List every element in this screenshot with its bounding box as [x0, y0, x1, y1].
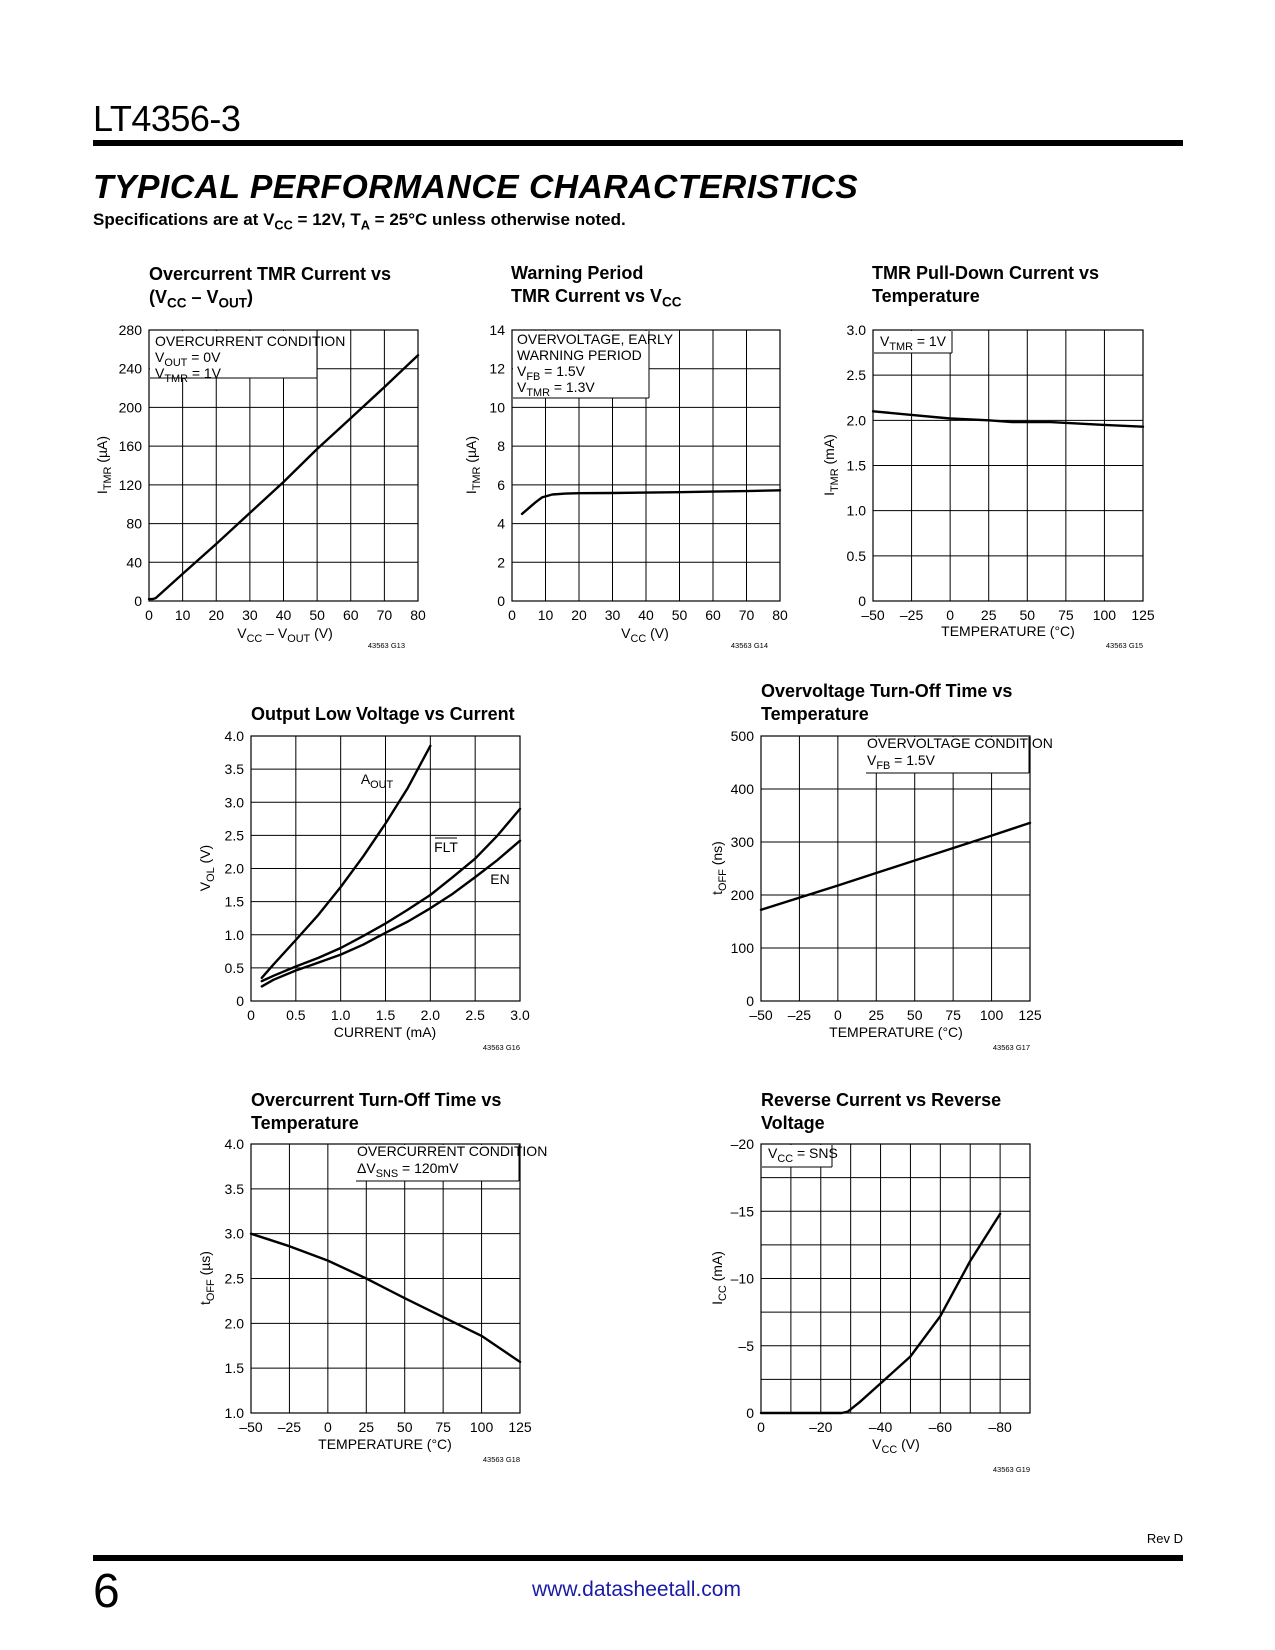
tick-label-y: 0 [746, 993, 754, 1009]
tick-label-y: 4.0 [224, 728, 244, 744]
tick-label-x: 0 [323, 1419, 332, 1435]
figure-code: 43563 G19 [992, 1465, 1030, 1474]
tick-label-x: 2.0 [420, 1007, 441, 1023]
tick-label-y: 2.5 [846, 367, 866, 384]
tick-label-y: 0 [746, 1405, 754, 1421]
tick-label-y: –15 [730, 1203, 754, 1220]
tick-label-x: 10 [537, 607, 554, 623]
tick-label-x: 125 [1018, 1007, 1042, 1023]
annotation-text: $V_{TMR} = 1.3V$ [517, 379, 595, 399]
tick-label-x: 80 [772, 607, 788, 623]
tick-label-y: 3.5 [224, 1180, 244, 1197]
section-title: TYPICAL PERFORMANCE CHARACTERISTICS [93, 168, 859, 205]
chart-16 [197, 728, 530, 1052]
series-line [251, 1234, 520, 1362]
tick-label-y: 12 [489, 360, 505, 377]
figure-code: 43563 G13 [367, 641, 405, 650]
chart-title-g16: Output Low Voltage vs Current [251, 704, 515, 724]
chart-15 [821, 322, 1155, 650]
tick-label-x: 0 [946, 607, 955, 623]
tick-label-y: 0.5 [224, 959, 244, 976]
series-label: FLT [434, 839, 458, 855]
tick-label-y: 10 [489, 399, 505, 416]
tick-label-x: –50 [239, 1419, 263, 1435]
chart-13 [94, 322, 426, 650]
tick-label-x: 1.5 [375, 1007, 396, 1023]
tick-label-x: 20 [571, 607, 587, 623]
tick-label-x: 125 [508, 1419, 532, 1435]
chart-14 [463, 322, 788, 650]
chart-title-g13: Overcurrent TMR Current vs $(V_{CC} - V_{OUT})$ [149, 264, 392, 311]
tick-label-x: –50 [749, 1007, 773, 1023]
tick-label-y: 120 [118, 476, 142, 493]
tick-label-y: 1.5 [846, 457, 866, 474]
tick-label-x: 25 [980, 607, 997, 623]
tick-label-y: 1.5 [224, 893, 244, 910]
tick-label-x: 75 [945, 1007, 961, 1023]
tick-label-y: 2.0 [846, 412, 866, 429]
tick-label-y: 0.5 [846, 547, 866, 564]
chart-17 [709, 728, 1053, 1052]
axis-label-y: $I_{CC}$ (mA) [709, 1251, 729, 1305]
tick-label-y: 3.5 [224, 761, 244, 778]
tick-label-y: 1.0 [224, 1405, 244, 1421]
tick-label-x: 50 [309, 607, 325, 623]
tick-label-x: 60 [342, 607, 359, 623]
tick-label-y: 2.0 [224, 1315, 244, 1332]
tick-label-y: 6 [497, 476, 505, 493]
series-line-flt [262, 809, 520, 981]
tick-label-x: 50 [671, 607, 688, 623]
chart-title-g14: Warning Period TMR Current vs $V_{CC}$ [511, 263, 682, 310]
tick-label-x: 100 [979, 1007, 1004, 1023]
annotation-text: OVERCURRENT CONDITION [155, 333, 346, 349]
tick-label-x: 0 [757, 1419, 765, 1435]
tick-label-y: 160 [118, 438, 142, 455]
axis-label-x: $V_{CC}$ (V) [872, 1436, 920, 1456]
annotation-text: OVERVOLTAGE, EARLY [517, 331, 674, 347]
tick-label-y: 3.0 [846, 322, 866, 338]
tick-label-y: 200 [730, 887, 754, 903]
annotation-text: WARNING PERIOD [517, 347, 642, 363]
series-label: $A_{OUT}$ [360, 771, 394, 791]
axis-label-y: $t_{OFF}$ (ns) [709, 841, 729, 895]
spec-note: Specifications are at $V_{CC} = 12V$, $T_A = 25^\circ C$ unless otherwise noted. [93, 210, 626, 233]
tick-label-x: –25 [899, 607, 924, 623]
tick-label-y: 2.5 [224, 1270, 244, 1287]
tick-label-x: 50 [396, 1419, 413, 1435]
tick-label-y: 0 [236, 993, 244, 1009]
tick-label-x: 25 [868, 1007, 885, 1023]
figure-code: 43563 G14 [730, 641, 768, 650]
website-link[interactable]: www.datasheetall.com [532, 1578, 741, 1601]
annotation-text: $V_{FB} = 1.5V$ [517, 363, 586, 383]
chart-title-g19: Reverse Current vs Reverse Voltage [761, 1090, 1002, 1133]
tick-label-y: 0 [858, 593, 866, 609]
tick-label-x: 60 [705, 607, 721, 623]
tick-label-x: –25 [787, 1007, 812, 1023]
tick-label-y: –20 [730, 1136, 754, 1152]
plot-frame [761, 736, 1030, 1001]
tick-label-y: 2.0 [224, 860, 244, 877]
tick-label-x: 50 [1019, 607, 1036, 623]
tick-label-x: 2.5 [465, 1007, 485, 1023]
annotation-text: $V_{FB} = 1.5V$ [867, 752, 936, 772]
axis-label-x: CURRENT (mA) [333, 1024, 437, 1040]
axis-label-x: TEMPERATURE (°C) [829, 1024, 963, 1040]
tick-label-x: –40 [868, 1419, 893, 1435]
figure-code: 43563 G17 [992, 1043, 1030, 1052]
chart-title-g18: Overcurrent Turn-Off Time vs Temperature [251, 1090, 502, 1133]
tick-label-x: –50 [861, 607, 885, 623]
chart-title-g17: Overvoltage Turn-Off Time vs Temperature [761, 681, 1013, 724]
chart-title-g15: TMR Pull-Down Current vs Temperature [872, 263, 1100, 306]
figure-code: 43563 G18 [482, 1455, 520, 1464]
tick-label-x: –25 [277, 1419, 302, 1435]
series-line [761, 823, 1030, 910]
tick-label-y: 0 [497, 593, 505, 609]
tick-label-x: 40 [638, 607, 654, 623]
tick-label-y: 300 [730, 834, 754, 850]
tick-label-x: 0 [508, 607, 516, 623]
tick-label-y: 4.0 [224, 1136, 244, 1152]
tick-label-x: 20 [208, 607, 225, 623]
figure-code: 43563 G15 [1105, 641, 1143, 650]
tick-label-x: 1.0 [330, 1007, 351, 1023]
tick-label-x: 30 [242, 607, 258, 623]
tick-label-y: 500 [730, 728, 754, 744]
axis-label-x: TEMPERATURE (°C) [941, 623, 1075, 639]
figure-code: 43563 G16 [482, 1043, 520, 1052]
tick-label-x: 0 [833, 1007, 842, 1023]
tick-label-x: 70 [738, 607, 755, 623]
tick-label-y: 400 [730, 781, 754, 797]
tick-label-y: 1.5 [224, 1360, 244, 1377]
tick-label-y: 14 [489, 322, 505, 338]
bottom-rule [93, 1555, 1183, 1561]
axis-label-y: $I_{TMR}$ (µA) [94, 435, 114, 495]
tick-label-x: –20 [809, 1419, 833, 1435]
part-number: LT4356-3 [93, 98, 241, 139]
tick-label-x: 30 [604, 607, 621, 623]
annotation-text: OVERCURRENT CONDITION [357, 1143, 548, 1159]
tick-label-x: 75 [435, 1419, 451, 1435]
tick-label-y: 200 [118, 399, 142, 416]
series-label: EN [490, 871, 510, 887]
tick-label-y: 8 [497, 438, 505, 455]
tick-label-x: 100 [1092, 607, 1117, 623]
tick-label-y: 280 [118, 322, 142, 338]
tick-label-x: 80 [410, 607, 426, 623]
axis-label-y: $I_{TMR}$ (mA) [821, 434, 841, 496]
tick-label-x: 3.0 [510, 1007, 530, 1023]
annotation-text: $V_{TMR} = 1V$ [880, 333, 947, 353]
revision-label: Rev D [1146, 1531, 1183, 1546]
axis-label-x: TEMPERATURE (°C) [318, 1436, 452, 1452]
tick-label-x: 70 [376, 607, 393, 623]
tick-label-x: 25 [358, 1419, 375, 1435]
annotation-text: $V_{CC}$ = SNS [768, 1145, 838, 1165]
annotation-text: $V_{TMR} = 1V$ [155, 365, 222, 385]
chart-18 [197, 1136, 547, 1464]
tick-label-y: 100 [730, 940, 754, 956]
tick-label-y: 2 [497, 554, 505, 571]
tick-label-x: 40 [275, 607, 292, 623]
tick-label-x: 75 [1058, 607, 1074, 623]
tick-label-y: –10 [730, 1270, 754, 1287]
tick-label-y: 240 [118, 360, 142, 377]
series-line-aout [262, 746, 431, 978]
tick-label-y: 1.0 [224, 926, 244, 943]
tick-label-x: 0 [247, 1007, 255, 1023]
tick-label-x: –60 [928, 1419, 953, 1435]
axis-label-x: $V_{CC} - V_{OUT}$ (V) [237, 625, 333, 645]
series-line [873, 411, 1143, 426]
tick-label-x: –80 [988, 1419, 1012, 1435]
tick-label-y: 0 [134, 593, 142, 609]
tick-label-x: 100 [469, 1419, 494, 1435]
tick-label-x: 50 [906, 1007, 923, 1023]
tick-label-x: 125 [1131, 607, 1155, 623]
tick-label-y: 4 [497, 515, 505, 532]
tick-label-y: 1.0 [846, 502, 866, 519]
axis-label-x: $V_{CC}$ (V) [621, 625, 669, 645]
tick-label-y: 40 [126, 554, 142, 571]
axis-label-y: $t_{OFF}$ (µs) [197, 1251, 217, 1305]
tick-label-y: 80 [126, 515, 142, 532]
chart-19 [709, 1136, 1030, 1474]
tick-label-y: 2.5 [224, 827, 244, 844]
axis-label-y: $I_{TMR}$ (µA) [463, 435, 483, 495]
tick-label-y: 3.0 [224, 1225, 244, 1242]
tick-label-y: –5 [738, 1337, 754, 1354]
tick-label-y: 3.0 [224, 794, 244, 811]
tick-label-x: 0.5 [286, 1007, 306, 1023]
annotation-text: $V_{OUT} = 0V$ [155, 349, 221, 369]
annotation-text: OVERVOLTAGE CONDITION [867, 735, 1053, 751]
annotation-text: $\Delta V_{SNS} = 120mV$ [357, 1160, 459, 1180]
tick-label-x: 10 [174, 607, 191, 623]
series-line [522, 490, 780, 514]
axis-label-y: $V_{OL}$ (V) [197, 844, 217, 892]
page-number: 6 [93, 1565, 120, 1618]
tick-label-x: 0 [145, 607, 153, 623]
